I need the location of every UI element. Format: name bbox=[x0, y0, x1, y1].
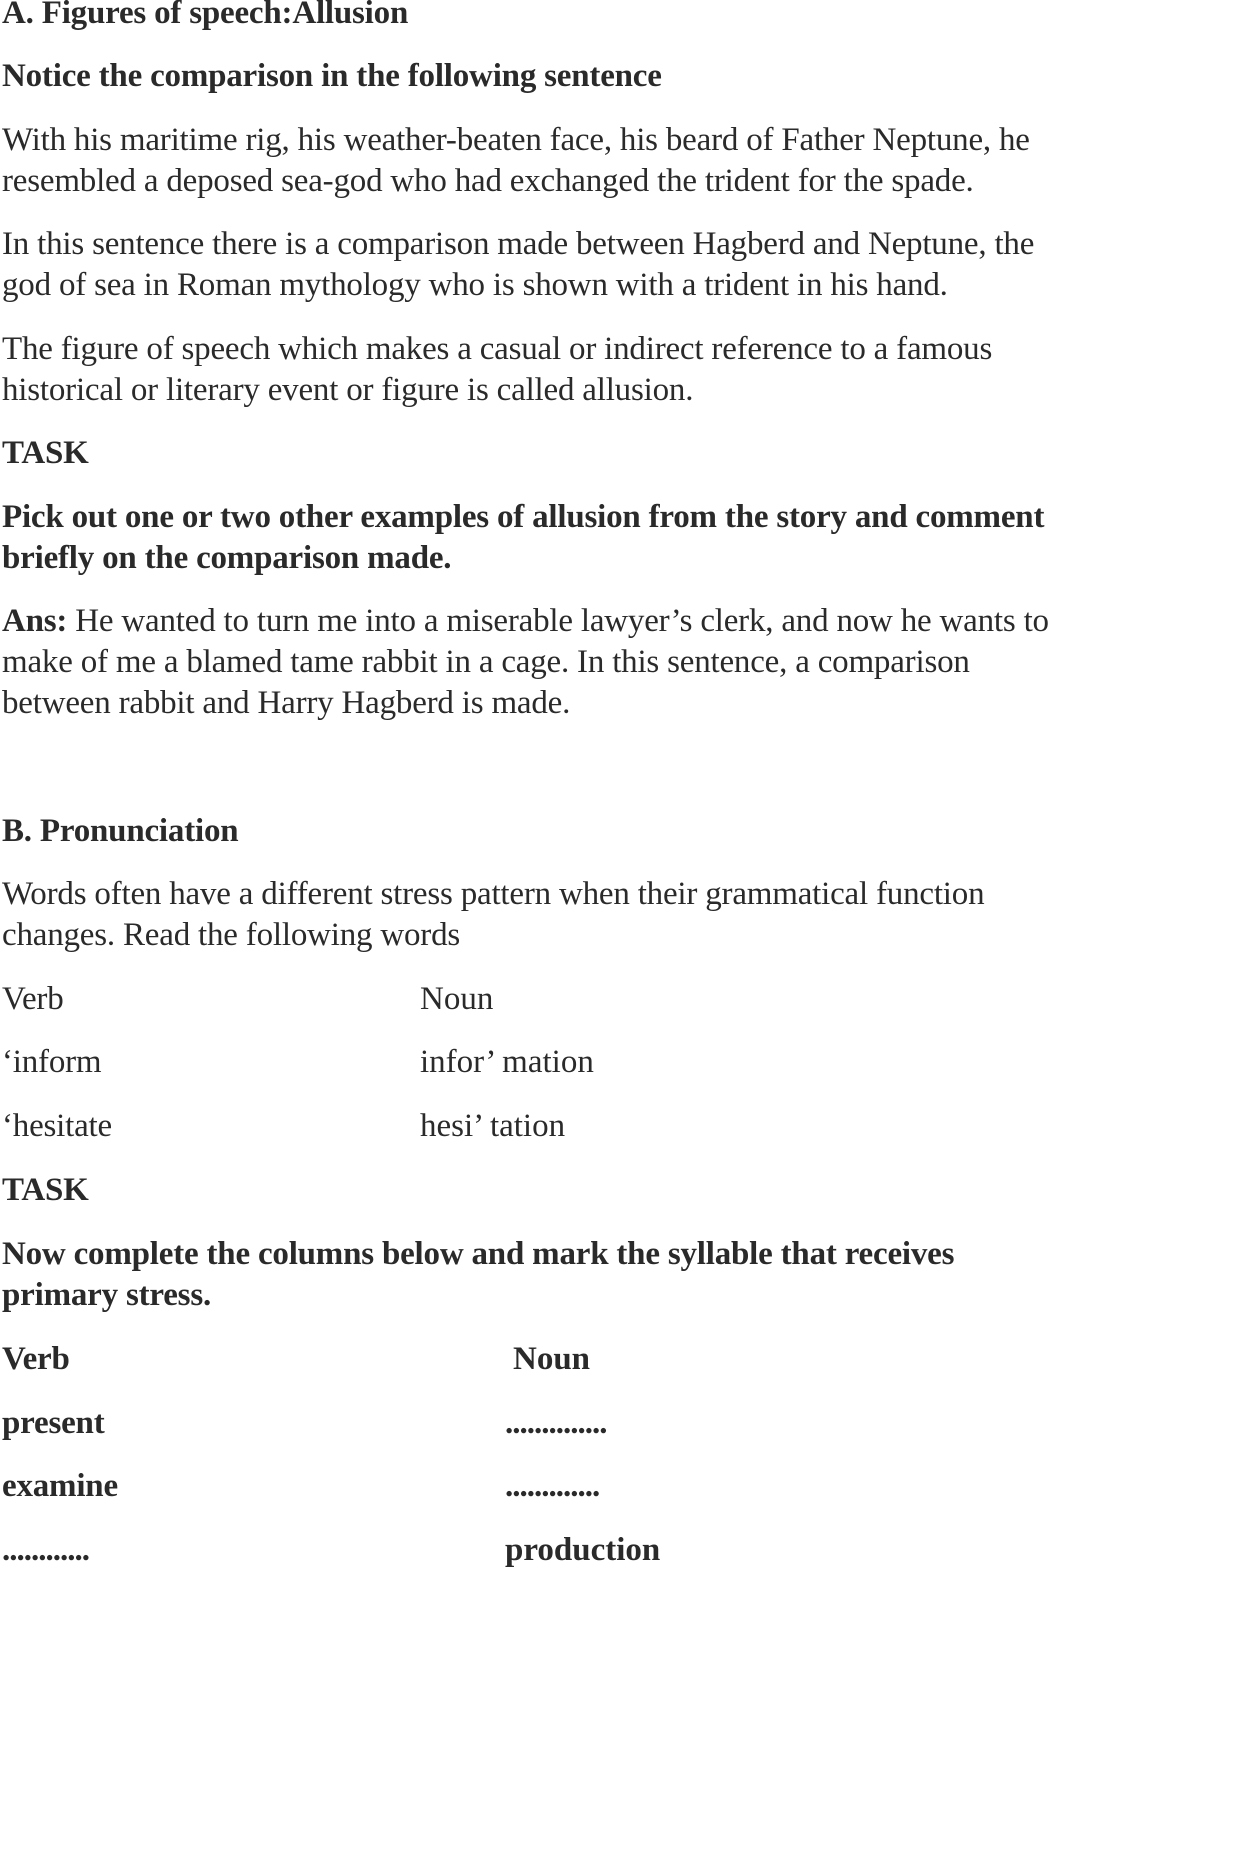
exercise-row-1-noun-blank: .............. bbox=[505, 1405, 607, 1441]
example-row-1-noun: infor’ mation bbox=[420, 1044, 594, 1080]
intro-line-2: changes. Read the following words bbox=[2, 917, 461, 953]
exercise-header-noun: Noun bbox=[513, 1341, 591, 1377]
exercise-row-2-noun-blank: ............. bbox=[505, 1468, 600, 1504]
section-a-heading: A. Figures of speech:Allusion bbox=[2, 0, 409, 31]
section-b-heading: B. Pronunciation bbox=[2, 813, 239, 849]
exercise-row-1-verb: present bbox=[2, 1405, 105, 1441]
example-row-1-verb: ‘inform bbox=[2, 1044, 102, 1080]
section-a-task-line-2: briefly on the comparison made. bbox=[2, 540, 452, 576]
answer-line-2: make of me a blamed tame rabbit in a cage. In this sentence, a comparison bbox=[2, 644, 970, 680]
section-a-subheading: Notice the comparison in the following sentence bbox=[2, 58, 662, 94]
exercise-row-2-verb: examine bbox=[2, 1468, 118, 1504]
section-b-task-label: TASK bbox=[2, 1172, 89, 1208]
example-header-verb: Verb bbox=[2, 981, 64, 1017]
section-b-task-line-1: Now complete the columns below and mark the syllable that receives bbox=[2, 1236, 955, 1272]
answer-line-3: between rabbit and Harry Hagberd is made. bbox=[2, 685, 571, 721]
definition-line-1: The figure of speech which makes a casual or indirect reference to a famous bbox=[2, 331, 993, 367]
explanation-line-2: god of sea in Roman mythology who is shown with a trident in his hand. bbox=[2, 267, 948, 303]
section-a-task-line-1: Pick out one or two other examples of allusion from the story and comment bbox=[2, 499, 1045, 535]
exercise-row-3-noun: production bbox=[505, 1532, 661, 1568]
intro-line-1: Words often have a different stress pattern when their grammatical function bbox=[2, 876, 985, 912]
answer-text: He wanted to turn me into a miserable lawyer’s clerk, and now he wants to bbox=[67, 603, 1049, 639]
definition-line-2: historical or literary event or figure is called allusion. bbox=[2, 372, 694, 408]
example-row-2-noun: hesi’ tation bbox=[420, 1108, 566, 1144]
example-sentence-line-1: With his maritime rig, his weather-beaten face, his beard of Father Neptune, he bbox=[2, 122, 1030, 158]
example-sentence-line-2: resembled a deposed sea-god who had exchanged the trident for the spade. bbox=[2, 163, 974, 199]
section-b-task-line-2: primary stress. bbox=[2, 1277, 212, 1313]
exercise-row-3-verb-blank: ............ bbox=[2, 1532, 89, 1568]
section-a-task-label: TASK bbox=[2, 435, 89, 471]
explanation-line-1: In this sentence there is a comparison made between Hagberd and Neptune, the bbox=[2, 226, 1035, 262]
example-header-noun: Noun bbox=[420, 981, 494, 1017]
example-row-2-verb: ‘hesitate bbox=[2, 1108, 112, 1144]
exercise-header-verb: Verb bbox=[2, 1341, 70, 1377]
answer-label: Ans: bbox=[2, 603, 68, 639]
